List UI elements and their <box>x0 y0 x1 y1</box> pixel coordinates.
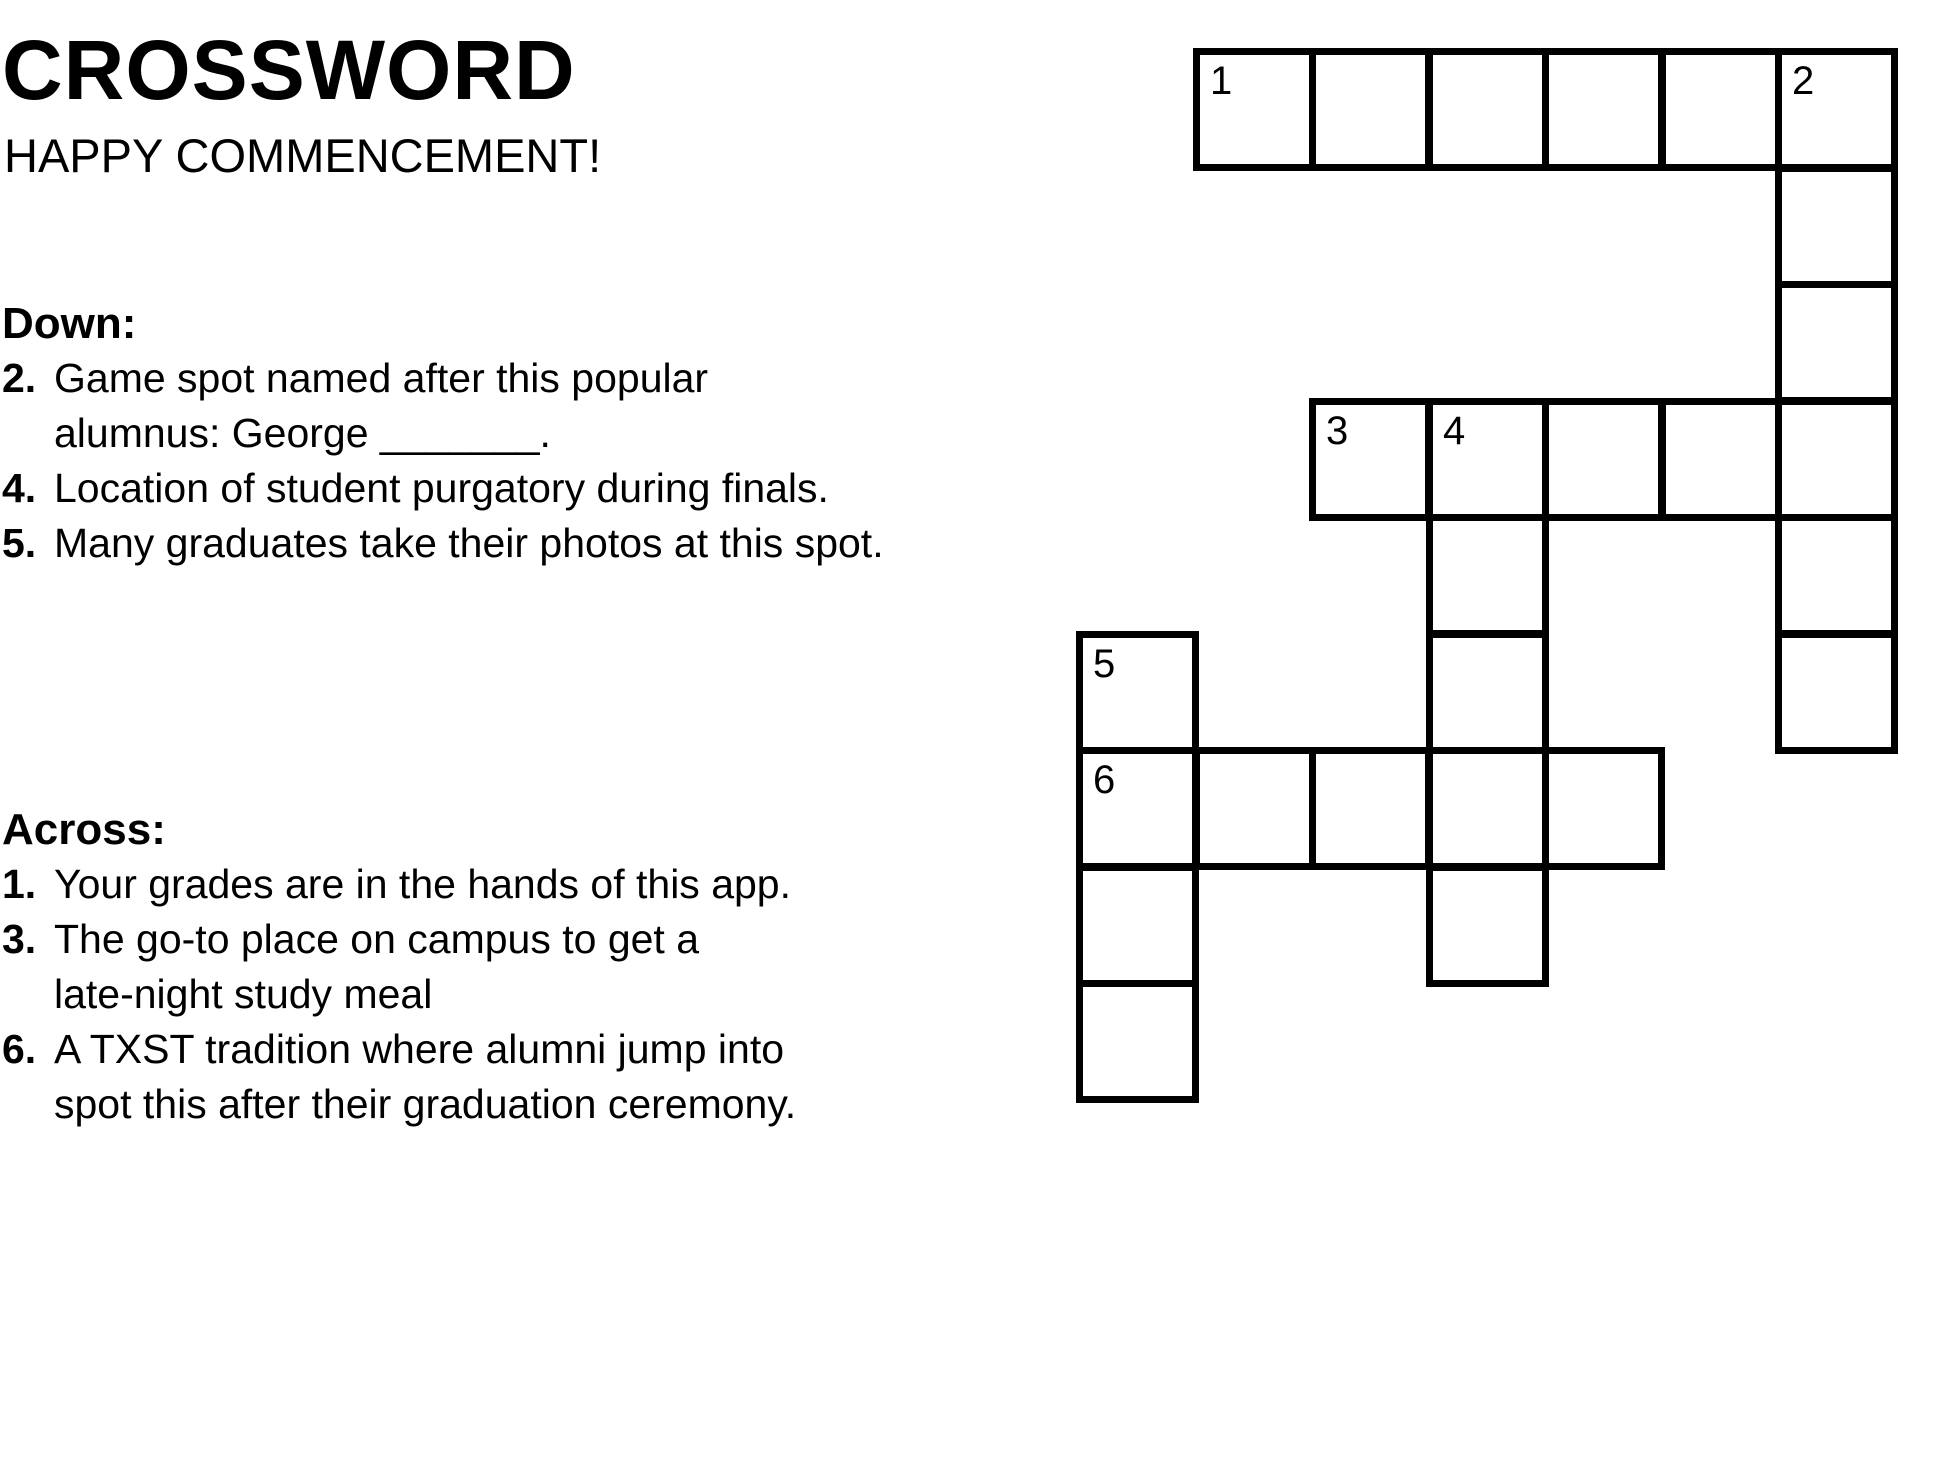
grid-cell[interactable] <box>1076 747 1199 870</box>
grid-cell[interactable] <box>1309 48 1432 171</box>
across-heading: Across: <box>2 805 166 854</box>
down-clue-2 <box>2 351 884 461</box>
grid-cell[interactable] <box>1309 398 1432 521</box>
clue-text: Location of student purgatory during finals. <box>54 465 829 511</box>
grid-cell[interactable] <box>1426 514 1549 637</box>
across-clues <box>2 802 796 1132</box>
clue-text: Many graduates take their photos at this spot. <box>54 520 884 566</box>
down-clue-5 <box>2 516 884 571</box>
clue-number: 5. <box>2 520 37 566</box>
clue-number: 1. <box>2 861 37 907</box>
across-clue-1 <box>2 857 796 912</box>
grid-cell[interactable] <box>1775 631 1898 754</box>
cell-number: 6 <box>1093 758 1116 802</box>
down-heading: Down: <box>2 299 137 348</box>
grid-cell[interactable] <box>1542 747 1665 870</box>
grid-cell[interactable] <box>1193 48 1316 171</box>
down-clue-4 <box>2 461 884 516</box>
cell-number: 2 <box>1792 59 1815 103</box>
clue-number: 6. <box>2 1026 37 1072</box>
clue-text: spot this after their graduation ceremony. <box>54 1081 797 1127</box>
grid-cell[interactable] <box>1426 398 1549 521</box>
grid-cell[interactable] <box>1193 747 1316 870</box>
grid-cell[interactable] <box>1426 631 1549 754</box>
cell-number: 5 <box>1093 642 1116 686</box>
crossword-subtitle: HAPPY COMMENCEMENT! <box>4 129 602 182</box>
cell-number: 1 <box>1210 59 1233 103</box>
cell-number: 4 <box>1443 409 1466 453</box>
clue-text: alumnus: George _______. <box>54 410 551 456</box>
grid-cell[interactable] <box>1659 48 1782 171</box>
grid-cell[interactable] <box>1426 864 1549 987</box>
clue-text: The go-to place on campus to get a <box>54 916 700 962</box>
grid-cell[interactable] <box>1775 165 1898 288</box>
clue-number: 3. <box>2 916 37 962</box>
across-clue-3 <box>2 912 796 1022</box>
grid-cell[interactable] <box>1542 48 1665 171</box>
across-clue-6 <box>2 1022 796 1132</box>
grid-cell[interactable] <box>1076 631 1199 754</box>
grid-cell[interactable] <box>1659 398 1782 521</box>
clue-text: A TXST tradition where alumni jump into <box>54 1026 785 1072</box>
clue-text: Your grades are in the hands of this app. <box>54 861 791 907</box>
grid-cell[interactable] <box>1076 980 1199 1103</box>
grid-cell[interactable] <box>1426 747 1549 870</box>
clue-text: Game spot named after this popular <box>54 355 709 401</box>
clue-number: 2. <box>2 355 37 401</box>
crossword-title: CROSSWORD <box>2 23 576 117</box>
grid-cell[interactable] <box>1076 864 1199 987</box>
grid-cell[interactable] <box>1775 398 1898 521</box>
grid-cell[interactable] <box>1426 48 1549 171</box>
clue-text: late-night study meal <box>54 971 433 1017</box>
grid-cell[interactable] <box>1775 514 1898 637</box>
down-clues <box>2 296 884 571</box>
grid-cell[interactable] <box>1775 48 1898 171</box>
clue-number: 4. <box>2 465 37 511</box>
grid-cell[interactable] <box>1542 398 1665 521</box>
cell-number: 3 <box>1326 409 1349 453</box>
grid-cell[interactable] <box>1775 281 1898 404</box>
grid-cell[interactable] <box>1309 747 1432 870</box>
